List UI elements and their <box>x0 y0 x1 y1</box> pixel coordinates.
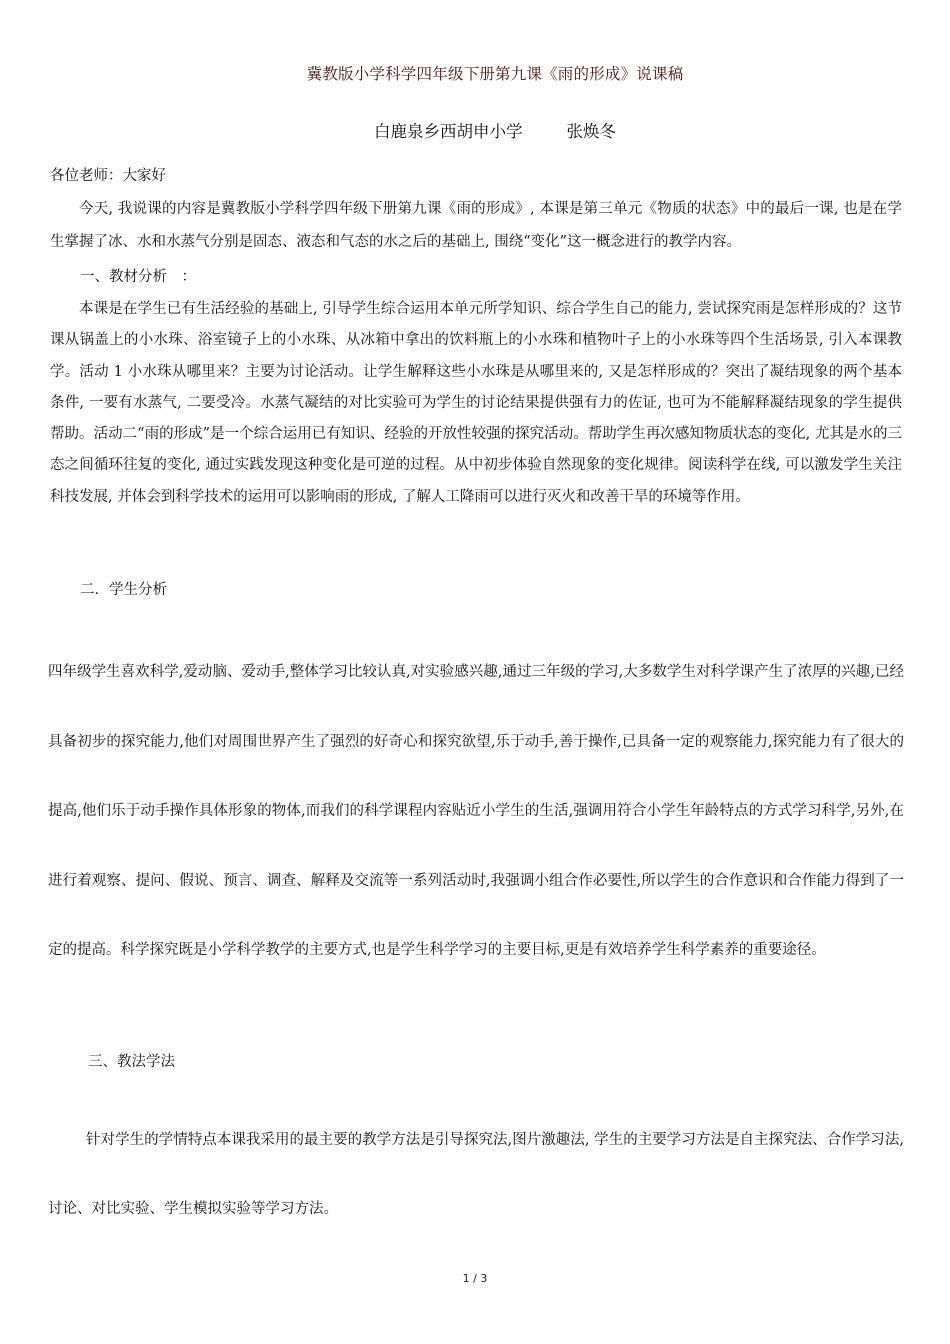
teaching-methods-paragraph: 针对学生的学情特点本课我采用的最主要的教学方法是引导探究法,图片激趣法, 学生的主要学习方法是自主探究法、合作学习法,讨论、对比实验、学生模拟实验等学习方法。 <box>48 1132 904 1217</box>
author-name: 张焕冬 <box>566 122 616 141</box>
section-heading-teaching-methods: 三、教法学法 <box>88 1054 175 1070</box>
section-heading-textbook-analysis: 一、教材分析 ： <box>80 269 196 285</box>
author-line <box>0 118 950 142</box>
school-name: 白鹿泉乡西胡申小学 <box>374 122 523 141</box>
page-indicator: 1 / 3 <box>462 1272 488 1285</box>
student-analysis-paragraph: 四年级学生喜欢科学,爱动脑、爱动手,整体学习比较认真,对实验感兴趣,通过三年级的学习,大多数学生对科学课产生了浓厚的兴趣,已经具备初步的探究能力,他们对周围世界产生了强烈的好奇心和探究欲望,乐于动手,善于操作,已具备一定的观察能力,探究能力有了很大的提高,他们乐于动手操作具体形象的物体,而我们的科学课程内容贴近小学生的生活,强调用符合小学生年龄特点的方式学习科学,另外,在进行着观察、提问、假说、预言、调查、解释及交流等一系列活动时,我强调小组合作必要性,所以学生的合作意识和合作能力得到了一定的提高。科学探究既是小学科学教学的主要方式,也是学生科学学习的主要目标,更是有效培养学生科学素养的重要途径。 <box>48 664 904 959</box>
greeting: 各位老师：大家好 <box>50 168 166 184</box>
textbook-analysis-paragraph: 本课是在学生已有生活经验的基础上, 引导学生综合运用本单元所学知识、综合学生自己的能力, 尝试探究雨是怎样形成的？这节课从锅盖上的小水珠、浴室镜子上的小水珠、从冰箱中拿出的饮料瓶上的小水珠和植物叶子上的小水珠等四个生活场景, 引入本课教学。活动 1 小水珠从哪里来？主要为讨论活动。让学生解释这些小水珠是从哪里来的, 又是怎样形成的？突出了凝结现象的两个基本条件, 一要有水蒸气, 二要受冷。水蒸气凝结的对比实验可为学生的讨论结果提供强有力的佐证, 也可为不能解释凝结现象的学生提供帮助。活动二“雨的形成”是一个综合运用已有知识、经验的开放性较强的探究活动。帮助学生再次感知物质状态的变化, 尤其是水的三态之间循环往复的变化, 通过实践发现这种变化是可逆的过程。从中初步体验自然现象的变化规律。阅读科学在线, 可以激发学生关注科技发展, 并体会到科学技术的运用可以影响雨的形成, 了解人工降雨可以进行灭火和改善干旱的环境等作用。 <box>50 301 902 505</box>
section-heading-student-analysis: 二．学生分析 <box>80 582 167 598</box>
document-title: 冀教版小学科学四年级下册第九课《雨的形成》说课稿 <box>306 65 684 83</box>
intro-paragraph: 今天, 我说课的内容是冀教版小学科学四年级下册第九课《雨的形成》, 本课是第三单元《物质的状态》中的最后一课, 也是在学生掌握了冰、水和水蒸气分别是固态、液态和气态的水之后的基础上, 围绕“变化”这一概念进行的教学内容。 <box>50 201 902 250</box>
